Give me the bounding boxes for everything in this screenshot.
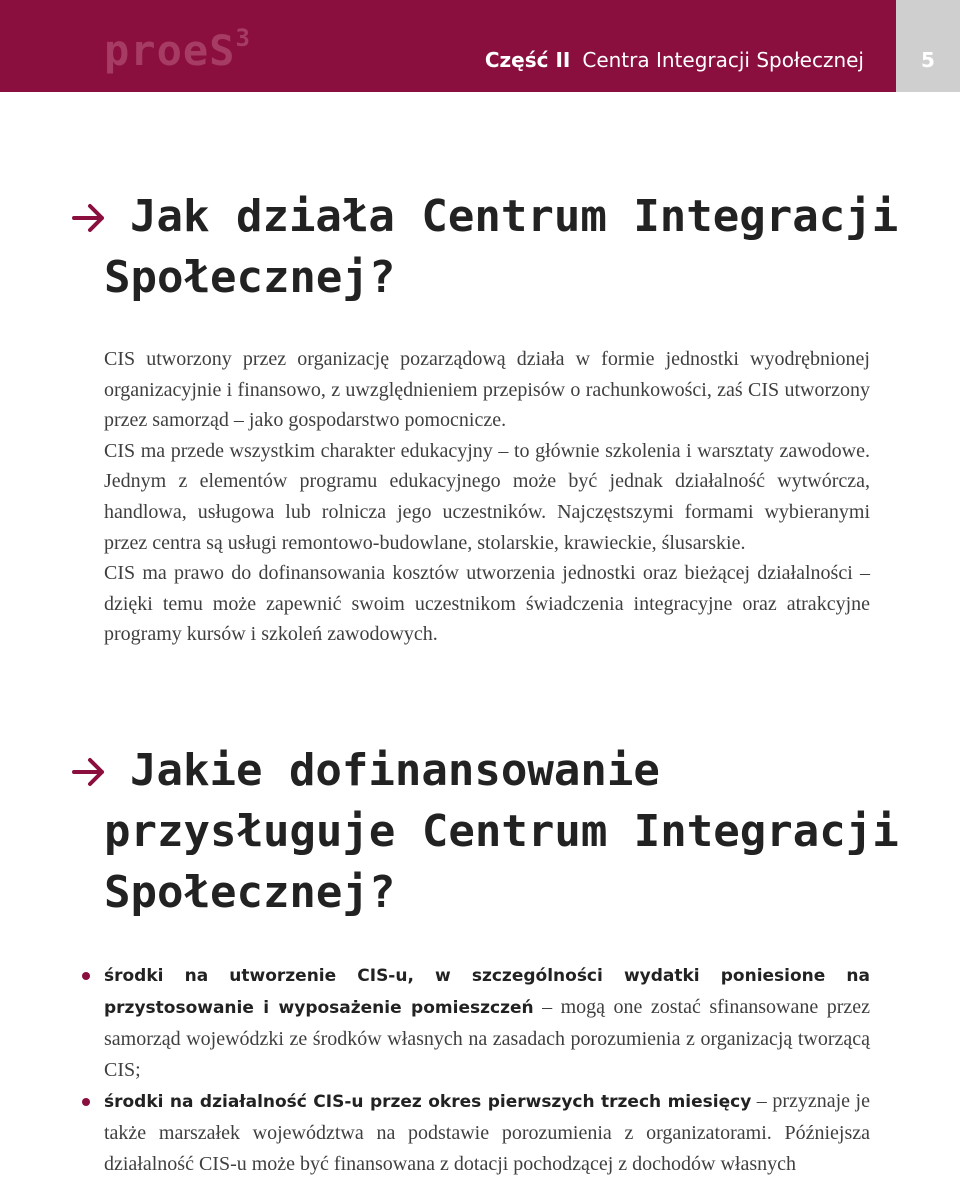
logo-superscript: 3 [235,24,251,52]
page-number: 5 [921,48,935,72]
paragraph: CIS ma przede wszystkim charakter edukacyjny – to głównie szkolenia i warsztaty zawodowe. Jednym z elementów programu edukacyjnego może być jednak działalność wytwórcza, handlowa, usługowa lub rolnicza jego uczestników. Najczęstszymi formami wybieranymi przez centra są usługi remontowo-budowlane, stolarskie, krawieckie, ślusarskie. [104,439,870,554]
list-item-text: – przyznaje je także marszałek województwa na podstawie porozumienia z organizatorami. Późniejsza działalność CIS-u może być finansowana z dotacji pochodzącej z dochodów własnych [104,1090,870,1175]
logo [104,24,251,75]
heading-line: Jakie dofinansowanie [130,745,660,796]
section-title: Centra Integracji Społecznej [582,48,864,72]
heading-line: Jak działa Centrum Integracji [130,191,899,242]
list-item-bold: środki na utworzenie CIS-u, w szczególności wydatki poniesione na przystosowanie i wyposażenie pomieszczeń [104,966,870,1018]
section1-body [104,344,870,650]
part-label: Część II [484,48,571,72]
section2-heading [104,740,904,923]
heading-line: Społecznej? [104,867,396,918]
logo-text: proeS [104,26,236,75]
paragraph: CIS utworzony przez organizację pozarządową działa w formie jednostki wyodrębnionej organizacyjnie i finansowo, z uwzględnieniem przepisów o rachunkowości, zaś CIS utworzony przez samorząd – jako gospodarstwo pomocnicze. [104,348,870,432]
paragraph: CIS ma prawo do dofinansowania kosztów utworzenia jednostki oraz bieżącej działalności – dzięki temu może zapewnić swoim uczestnikom świadczenia integracyjne oraz atrakcyjne programy kursów i szkoleń zawodowych. [104,562,870,646]
list-item [80,1086,870,1180]
list-item [80,960,870,1086]
funding-list [80,960,870,1180]
list-item-bold: środki na działalność CIS-u przez okres pierwszych trzech miesięcy [104,1092,752,1112]
header-band [0,0,896,92]
heading-line: Społecznej? [104,252,396,303]
heading-line: przysługuje Centrum Integracji [104,806,899,857]
list-item-text: – mogą one zostać sfinansowane przez samorząd wojewódzki ze środków własnych na zasadach porozumienia z organizacją tworzącą CIS; [104,996,870,1081]
running-header [485,48,864,72]
section1-heading [104,186,904,308]
page-number-box [896,0,960,92]
